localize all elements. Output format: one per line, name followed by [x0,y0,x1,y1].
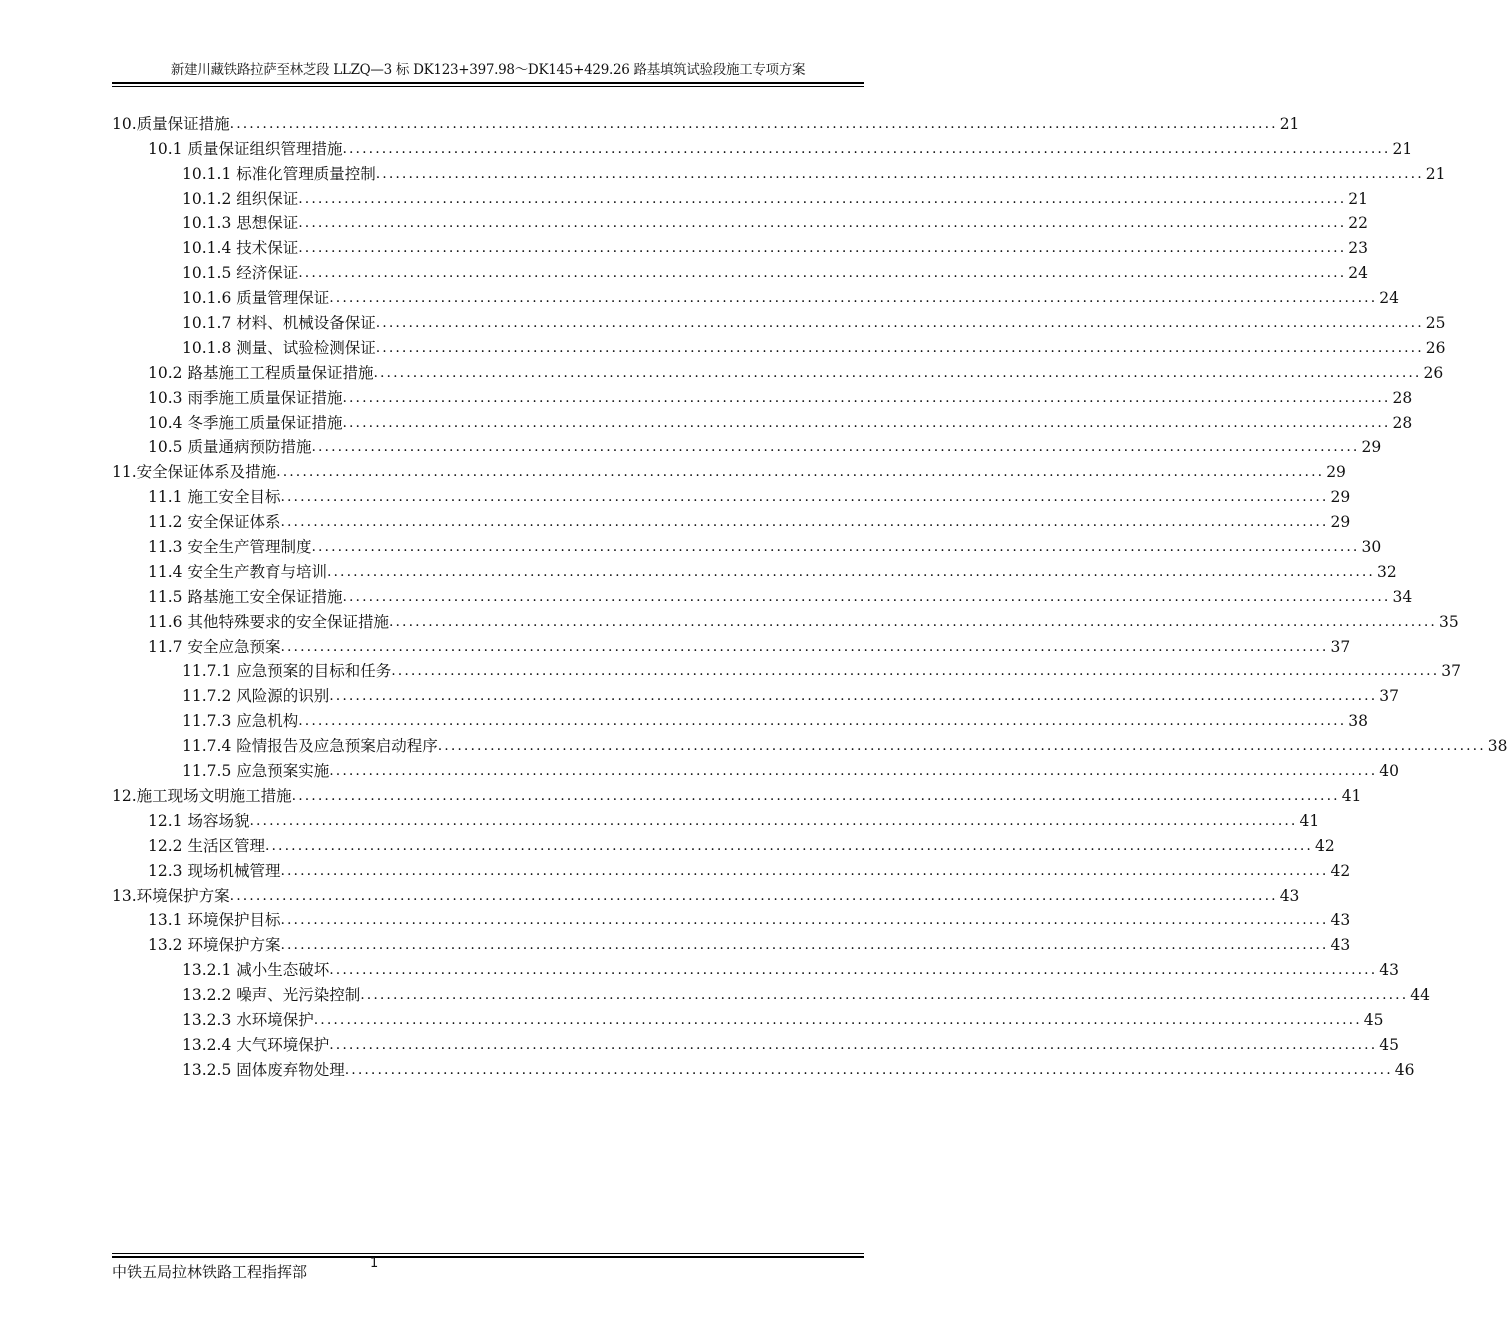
toc-leader-dots: ................................................................................................................................................................ [313,1011,1362,1028]
toc-entry[interactable] [112,283,1399,308]
toc-entry-page: 42 [1330,861,1351,880]
toc-entry-page: 26 [1423,363,1444,382]
toc-entry-page: 29 [1330,488,1351,507]
toc-leader-dots: ................................................................................................................................................................ [311,439,1360,456]
toc-leader-dots: ................................................................................................................................................................ [329,962,1378,979]
toc-entry-page: 26 [1425,338,1446,357]
page-number: 1 [370,1256,379,1271]
toc-entry-page: 21 [1279,114,1300,133]
toc-entry[interactable] [112,233,1368,258]
toc-entry-label: 11.5 路基施工安全保证措施 [148,587,343,606]
toc-entry[interactable] [112,731,1508,756]
toc-entry[interactable] [112,383,1413,408]
table-of-contents [112,109,1508,1080]
toc-entry[interactable] [112,408,1413,433]
toc-entry-label: 13.1 环境保护目标 [148,911,281,930]
toc-entry-label: 13.2.2 噪声、光污染控制 [182,986,361,1005]
toc-entry-page: 45 [1363,1010,1384,1029]
toc-entry-page: 29 [1326,463,1346,482]
toc-entry-page: 21 [1392,139,1413,158]
toc-leader-dots: ................................................................................................................................................................ [249,812,1298,829]
toc-entry-page: 40 [1379,762,1399,781]
toc-leader-dots: ................................................................................................................................................................ [329,763,1378,780]
toc-entry-label: 11.7.4 险情报告及应急预案启动程序 [182,737,438,756]
toc-leader-dots: ................................................................................................................................................................ [326,563,1375,580]
toc-entry-page: 41 [1299,811,1320,830]
toc-entry-page: 42 [1314,836,1335,855]
toc-entry-page: 28 [1392,388,1413,407]
toc-entry-page: 29 [1361,438,1382,457]
toc-leader-dots: ................................................................................................................................................................ [391,663,1440,680]
toc-entry[interactable] [112,856,1351,881]
toc-entry-label: 11.7 安全应急预案 [148,637,281,656]
toc-entry-page: 37 [1441,662,1461,681]
toc-entry[interactable] [112,657,1461,682]
toc-entry-label: 10.1.3 思想保证 [182,214,299,233]
toc-leader-dots: ................................................................................................................................................................ [329,1036,1378,1053]
toc-entry[interactable] [112,607,1459,632]
toc-entry-label: 10.1 质量保证组织管理措施 [148,139,343,158]
toc-entry[interactable] [112,930,1351,955]
toc-entry[interactable] [112,955,1399,980]
toc-entry-page: 32 [1376,562,1397,581]
toc-leader-dots: ................................................................................................................................................................ [229,887,1278,904]
toc-entry[interactable] [112,109,1300,134]
toc-leader-dots: ................................................................................................................................................................ [360,987,1409,1004]
toc-entry[interactable] [112,980,1430,1005]
toc-entry-label: 10.5 质量通病预防措施 [148,438,312,457]
toc-entry-page: 25 [1425,314,1446,333]
toc-entry-label: 11.7.1 应急预案的目标和任务 [182,662,392,681]
toc-entry-page: 37 [1379,687,1399,706]
toc-entry-page: 24 [1379,289,1399,308]
toc-entry-page: 45 [1379,1035,1399,1054]
toc-entry-label: 11.7.3 应急机构 [182,712,299,731]
toc-entry[interactable] [112,507,1351,532]
toc-entry-page: 38 [1348,712,1368,731]
toc-entry[interactable] [112,134,1413,159]
toc-entry[interactable] [112,831,1335,856]
toc-entry[interactable] [112,308,1446,333]
toc-leader-dots: ................................................................................................................................................................ [329,290,1378,307]
toc-entry-label: 10.3 雨季施工质量保证措施 [148,388,343,407]
toc-entry-label: 11.6 其他特殊要求的安全保证措施 [148,612,389,631]
toc-leader-dots: ................................................................................................................................................................ [344,1061,1393,1078]
toc-leader-dots: ................................................................................................................................................................ [280,489,1329,506]
toc-leader-dots: ................................................................................................................................................................ [342,588,1391,605]
toc-leader-dots: ................................................................................................................................................................ [298,215,1347,232]
toc-entry-label: 11.7.5 应急预案实施 [182,762,330,781]
toc-entry[interactable] [112,1005,1384,1030]
toc-leader-dots: ................................................................................................................................................................ [375,339,1424,356]
footer-organization: 中铁五局拉林铁路工程指挥部 [112,1263,308,1281]
toc-leader-dots: ................................................................................................................................................................ [342,389,1391,406]
toc-entry[interactable] [112,906,1351,931]
toc-entry-label: 13.2.4 大气环境保护 [182,1035,330,1054]
toc-entry-label: 10.1.5 经济保证 [182,264,299,283]
toc-leader-dots: ................................................................................................................................................................ [264,837,1313,854]
toc-entry[interactable] [112,482,1351,507]
toc-entry-label: 10.1.8 测量、试验检测保证 [182,338,376,357]
toc-leader-dots: ................................................................................................................................................................ [298,265,1347,282]
toc-entry-label: 13.2.3 水环境保护 [182,1010,314,1029]
toc-entry-label: 10.质量保证措施 [112,114,230,133]
toc-leader-dots: ................................................................................................................................................................ [229,115,1278,132]
running-header: 新建川藏铁路拉萨至林芝段 LLZQ—3 标 DK123+397.98～DK145+429.26 路基填筑试验段施工专项方案 [170,62,806,78]
toc-entry-page: 35 [1438,612,1459,631]
toc-leader-dots: ................................................................................................................................................................ [342,414,1391,431]
toc-entry-page: 43 [1330,911,1351,930]
toc-entry-label: 13.环境保护方案 [112,886,230,905]
toc-entry-label: 10.4 冬季施工质量保证措施 [148,413,343,432]
toc-leader-dots: ................................................................................................................................................................ [298,190,1347,207]
toc-leader-dots: ................................................................................................................................................................ [373,364,1422,381]
toc-entry[interactable] [112,209,1368,234]
toc-entry-page: 22 [1348,214,1368,233]
toc-entry-label: 12.2 生活区管理 [148,836,265,855]
toc-entry-label: 13.2 环境保护方案 [148,936,281,955]
toc-leader-dots: ................................................................................................................................................................ [298,240,1347,257]
toc-entry[interactable] [112,358,1444,383]
toc-leader-dots: ................................................................................................................................................................ [280,862,1329,879]
toc-entry[interactable] [112,258,1368,283]
toc-entry-label: 12.3 现场机械管理 [148,861,281,880]
toc-entry-label: 10.1.2 组织保证 [182,189,299,208]
header-rule [112,82,864,87]
toc-leader-dots: ................................................................................................................................................................ [276,464,1325,481]
toc-entry-label: 10.1.7 材料、机械设备保证 [182,314,376,333]
toc-entry-page: 46 [1394,1060,1415,1079]
toc-entry-page: 30 [1361,538,1382,557]
toc-leader-dots: ................................................................................................................................................................ [388,613,1437,630]
footer-rule [112,1253,864,1258]
toc-entry-page: 38 [1487,737,1508,756]
toc-entry[interactable] [112,1055,1415,1080]
toc-entry-label: 11.1 施工安全目标 [148,488,281,507]
toc-entry[interactable] [112,184,1368,209]
toc-entry-label: 12.施工现场文明施工措施 [112,786,292,805]
toc-entry[interactable] [112,557,1397,582]
toc-entry-label: 10.1.1 标准化管理质量控制 [182,164,376,183]
toc-leader-dots: ................................................................................................................................................................ [437,738,1486,755]
toc-leader-dots: ................................................................................................................................................................ [280,937,1329,954]
toc-entry-label: 11.4 安全生产教育与培训 [148,562,327,581]
toc-entry[interactable] [112,582,1413,607]
toc-entry-label: 13.2.5 固体废弃物处理 [182,1060,345,1079]
toc-leader-dots: ................................................................................................................................................................ [291,787,1340,804]
toc-entry-label: 11.2 安全保证体系 [148,513,281,532]
toc-entry-label: 11.安全保证体系及措施 [112,463,277,482]
toc-entry-label: 11.3 安全生产管理制度 [148,538,312,557]
toc-leader-dots: ................................................................................................................................................................ [280,912,1329,929]
toc-entry-page: 23 [1348,239,1368,258]
toc-entry[interactable] [112,333,1446,358]
toc-leader-dots: ................................................................................................................................................................ [280,514,1329,531]
toc-entry-page: 34 [1392,587,1413,606]
toc-entry-label: 13.2.1 减小生态破坏 [182,961,330,980]
toc-entry-page: 43 [1379,961,1399,980]
toc-entry[interactable] [112,632,1351,657]
toc-entry-page: 43 [1330,936,1351,955]
toc-entry-label: 10.2 路基施工工程质量保证措施 [148,363,374,382]
toc-leader-dots: ................................................................................................................................................................ [311,539,1360,556]
toc-leader-dots: ................................................................................................................................................................ [375,315,1424,332]
toc-entry-page: 43 [1279,886,1300,905]
toc-leader-dots: ................................................................................................................................................................ [342,140,1391,157]
toc-entry-page: 29 [1330,513,1351,532]
toc-entry-page: 37 [1330,637,1351,656]
toc-entry[interactable] [112,433,1382,458]
toc-entry[interactable] [112,756,1399,781]
toc-entry[interactable] [112,1030,1399,1055]
toc-entry[interactable] [112,457,1346,482]
toc-entry-label: 12.1 场容场貌 [148,811,250,830]
toc-entry-page: 28 [1392,413,1413,432]
toc-entry-page: 21 [1348,189,1368,208]
toc-entry[interactable] [112,681,1399,706]
toc-entry-page: 44 [1410,986,1430,1005]
toc-entry-page: 41 [1341,786,1362,805]
toc-entry-label: 10.1.6 质量管理保证 [182,289,330,308]
toc-leader-dots: ................................................................................................................................................................ [280,638,1329,655]
toc-entry-page: 21 [1425,164,1446,183]
toc-entry[interactable] [112,532,1382,557]
toc-entry[interactable] [112,781,1362,806]
toc-entry[interactable] [112,159,1446,184]
toc-entry-page: 24 [1348,264,1368,283]
toc-leader-dots: ................................................................................................................................................................ [375,165,1424,182]
toc-entry[interactable] [112,706,1368,731]
toc-entry[interactable] [112,806,1320,831]
toc-entry-label: 11.7.2 风险源的识别 [182,687,330,706]
toc-entry-label: 10.1.4 技术保证 [182,239,299,258]
toc-entry[interactable] [112,881,1300,906]
toc-leader-dots: ................................................................................................................................................................ [329,688,1378,705]
toc-leader-dots: ................................................................................................................................................................ [298,713,1347,730]
